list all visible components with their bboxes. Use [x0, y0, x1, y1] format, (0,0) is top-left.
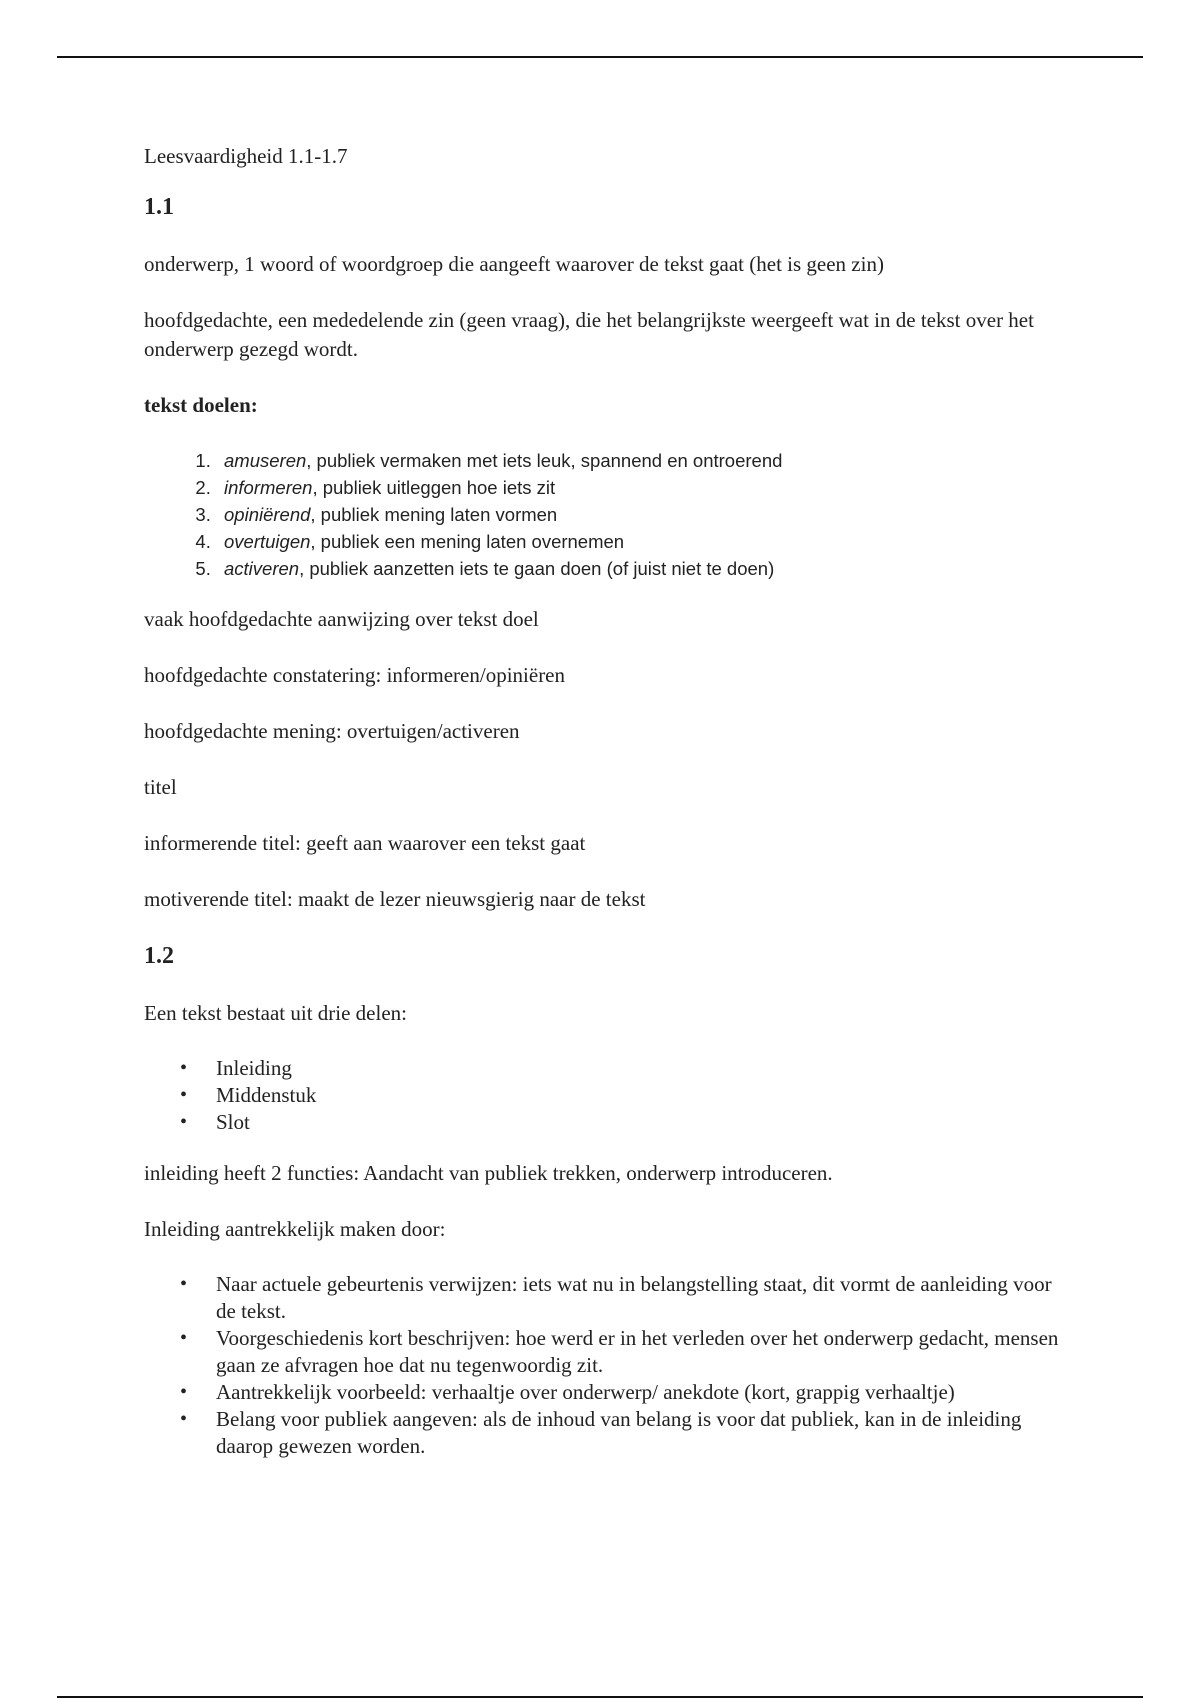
list-item: • Voorgeschiedenis kort beschrijven: hoe werd er in het verleden over het onderwerp gedacht, mensen gaan ze afvragen hoe dat nu tegenwoordig zit.	[216, 1325, 1064, 1379]
section-heading-1-1: 1.1	[144, 194, 174, 220]
goals-list	[144, 447, 1064, 582]
list-item: • Inleiding	[216, 1055, 1064, 1082]
list-item: 5. activeren, publiek aanzetten iets te gaan doen (of juist niet te doen)	[216, 555, 1064, 582]
list-item: • Naar actuele gebeurtenis verwijzen: iets wat nu in belangstelling staat, dit vormt de aanleiding voor de tekst.	[216, 1271, 1064, 1325]
document-title: Leesvaardigheid 1.1-1.7	[144, 144, 348, 168]
list-item: • Middenstuk	[216, 1082, 1064, 1109]
paragraph-line: motiverende titel: maakt de lezer nieuwsgierig naar de tekst	[144, 887, 646, 911]
paragraph-line: hoofdgedachte mening: overtuigen/activeren	[144, 719, 520, 743]
paragraph-line: vaak hoofdgedachte aanwijzing over tekst doel	[144, 607, 539, 631]
parts-list	[144, 1055, 1064, 1136]
list-item: 3. opiniërend, publiek mening laten vormen	[216, 501, 1064, 528]
methods-list	[144, 1271, 1064, 1460]
paragraph-attractive-intro: Inleiding aantrekkelijk maken door:	[144, 1217, 446, 1241]
list-item: • Aantrekkelijk voorbeeld: verhaaltje over onderwerp/ anekdote (kort, grappig verhaaltje)	[216, 1379, 1064, 1406]
paragraph-intro: Een tekst bestaat uit drie delen:	[144, 1001, 407, 1025]
page-bottom-rule	[57, 1696, 1143, 1698]
paragraph-line: titel	[144, 775, 177, 799]
list-item: 4. overtuigen, publiek een mening laten overnemen	[216, 528, 1064, 555]
paragraph-line: hoofdgedachte constatering: informeren/opiniëren	[144, 663, 566, 687]
list-item: • Belang voor publiek aangeven: als de inhoud van belang is voor dat publiek, kan in de inleiding daarop gewezen worden.	[216, 1406, 1064, 1460]
paragraph-hoofdgedachte: hoofdgedachte, een mededelende zin (geen vraag), die het belangrijkste weergeeft wat in de tekst over het onderwerp gezegd wordt.	[144, 308, 1034, 361]
list-item: 2. informeren, publiek uitleggen hoe iets zit	[216, 474, 1064, 501]
goals-heading: tekst doelen:	[144, 393, 258, 417]
paragraph-functions: inleiding heeft 2 functies: Aandacht van publiek trekken, onderwerp introduceren.	[144, 1161, 833, 1185]
paragraph-line: informerende titel: geeft aan waarover een tekst gaat	[144, 831, 586, 855]
page-top-rule	[57, 56, 1143, 58]
section-heading-1-2: 1.2	[144, 943, 174, 969]
list-item: • Slot	[216, 1109, 1064, 1136]
paragraph-onderwerp: onderwerp, 1 woord of woordgroep die aangeeft waarover de tekst gaat (het is geen zin)	[144, 252, 884, 276]
list-item: 1. amuseren, publiek vermaken met iets leuk, spannend en ontroerend	[216, 447, 1064, 474]
document-body	[144, 142, 1064, 1483]
